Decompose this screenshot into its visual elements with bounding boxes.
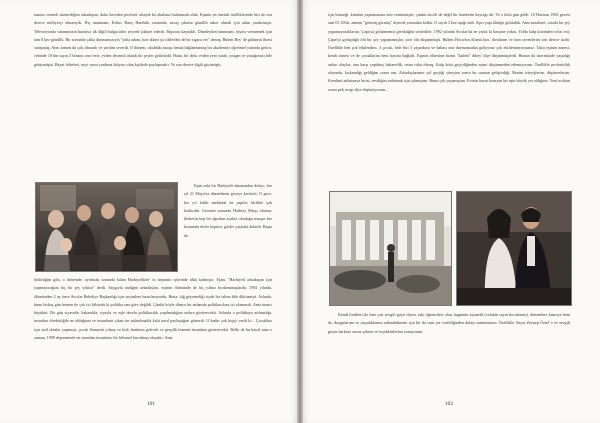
building-photo — [329, 191, 452, 306]
paragraph: taması vermek istemediğim arkadaşım, daha önceden profesör olsaydı ba okuluna bulunmadı oldu. Eşimin en önemli özelliklerinde biri de son derece milliyetçi olmasıydı. Hiç unutmam, Kıbrıs Barış Harekâtı sırasında, savaş çıkarsa gönüllü asker olmak için adını yazdırmıştı. Televizyonda vatanımızın hurdaya ilk diğili bulgucailer seyredi şikâyet ederdi. Başvuru kaynaklı. Dimdeyken unutmam, rüyası vermemek için tam 8 kez gönüllü. Bir sonunda çalka duymamızıyla "yuha adam, bari ıkkeri şu ciftlerden de bir sigara ver" demiş; Bülent Bey' de gülümsü ibrasi sürüşmüş. Aynı zaman da çok zihnanlı ve yardım severdi. O dönem, okuldaki maaşı henüz bağlanmamış bir akademiyi öğretmel yanında getirir, cebinde 10 bin sayın 5 binsını ona verir; evden devamlı olarak bir şeyler götürürdü. Hatta, bir defa, evden yeni yatak, yorgan ve yastığımızı bile götürmüştü. Hayat felsefesi, neyi varsa yardıma ihtiyacı olan kişilerle paylaşmaktı. Ve son derece ülgili görünüştü. — [34, 12, 272, 67]
page-number-right: 102 — [444, 401, 454, 407]
paragraph: Kendi ifadeleri ile bize çok sevgili gayri diyen, eski öğrencileri olan, bugünün kıymetli (velakin sayın hocalarımı), dönemlere kimsiye hem de, duygularımı ve yaşadıklarımı anlatabilmemi için bir iki satır yer verildiğinden dolayı minnettarım. Özellikle, Sayın Zeynep Öztel' e ve sevgili geçen herkese onsuz çekme ve teşekkürlerimi sunuyorum. — [328, 312, 570, 334]
right-top-text — [328, 11, 570, 94]
group-photo-image — [36, 183, 177, 271]
right-page — [300, 0, 600, 423]
left-top-text — [34, 11, 272, 69]
left-side-text — [184, 182, 272, 240]
paragraph: belirttiğim gibi, o dönemde, ayrılmak sonunda kalan Harbiyelikler' in hepsinin içlerinde ülkü kalmıştır. Eşim, "Harbiyeli arkadaşım için yapmayacağım hiç bir şey yoktur" derdi. Saygıyla andığım arkadaşları, eşimin ölümünde de hiç yalnız bırakmamışlardır. 1992 yılında, ölümünden 2 ay önce Avcılar Belediye Başkanlığı için seçimlere hazırlanıyordu. Hatta, tüğ göyerneliği siyah bir takım bile diktirmişti. Aslında, bunu birkaç gün hemen de çok iyi bilsiydu ki politika ona göre değildi. Çünkü böyle dünya bir anlamda politikacılara iyi olamazdı. Ama inancı büyüktü. Bir gün siyasetle, hakarakla, riyayla ve eşle deselu politikacılık yapılmadığını onlara gösterecekti. Aslında o politikaya atılmadığı, insanları direktıfiğile ne olduğunu ve insanların çikan ise anlasılmakla kalıt nasıl paylaştığını gösterdi. O kadar çok kişiyi verdi ki... Çocukları için tatil olanlar yapmıştı; çocuk Sanayini yılmış ve kızlı bunların gelecek ve gençlik hizmeti insanlara gösterecekti. Belki de bu hayal uma o zaman, 1990 depreminde en zarardan insanların bir bilimsel kurulmuş olacaktı. Ama — [34, 277, 272, 341]
building-photo-image — [330, 192, 451, 305]
page-number-left: 101 — [146, 401, 156, 407]
couple-photo — [456, 191, 572, 306]
couple-photo-image — [457, 192, 571, 305]
paragraph: için kimseği, kimdan yaşanmasına izin vermemiştir; çünkü önceli de değil bir hareketin bayrağı idi. Ve o kötü gün geldi. 10 Haziran 1992 gecesi saat 01.30'da, annem "görmüş görmüş" diyerek yanından kalktı. O sayılı 3 kez aşağı indi. Aşırı yapı kliniğe götürdük. Ama maalesef, ortada bir şey yapamayacaklarını. Çapa'ya götürmemiz gerektiğini söylediler. 1992 yılında Avcılar'da ne yazık ki hastane yoktu. Yolda kalp krizinden vefat etti; Çapa'ya görüştüğü ölü bir şey yapamamışlar, sözi ölü düşünmüştü. Bülent Hoca'nın ölümü bizi, dostlarım ve tüm sevenlerini son derece üzdü. Özellikle ben çok etkilendim. 3 çocuk, hele biri 3 yaşındaya ve babası ona duymamadan gidiyoruz çok etkilenmiyorsunuz. Tabii eşimin annesi, kendi annesi ve de çocuklarını beni hayata bağladı. Eşimin ölümüne bizim "kadim" dikey' diye düşünmüşlerdi. Bunun da üzerimizde yaşadığı onları olaylar, ona karşı yapılmış hakaretlik, onun ruhu olmuş. Kalp krizi geçirdiğinden eşimi düşünmeden edemiyorum. Özellikle profesörlük olayında, kıskandığı geldiğim sonra sen. Arkadaşlarımın yol geçtiği süreçten sonra bu sanatın geliştirdiği. Benim isteyişlerim, düşüncelerim. Kendimi anlatmaya birisi, sevdiğim anlatmak için çıkmıştım. Bunu çok yaşamıştım. Evinin hayat koruyan bir eşin büyük yer aldığımı. Yeni acıktan sonra pek sevgi diye düşünüyorum... — [328, 12, 570, 92]
right-bottom-text — [328, 311, 570, 336]
group-photo — [35, 182, 178, 272]
paragraph: Eşim eski bir Harbiyeli olmasından dolayı, her yıl 21 Mayıs'ta düzenlenen geceye katılırdı. O gece, her yıl farklı mekânda da yapılır; birlikte çok katılırdık. Gecenin sonunda Harbiye Marşı okunur, herkesin hep bir ağızdan ayakta okuduğu marşın her kısmında türler koparır, gözler yaşlarla dolardı. Başta da — [184, 183, 272, 238]
left-bottom-text — [34, 276, 272, 342]
book-gutter — [297, 0, 303, 423]
